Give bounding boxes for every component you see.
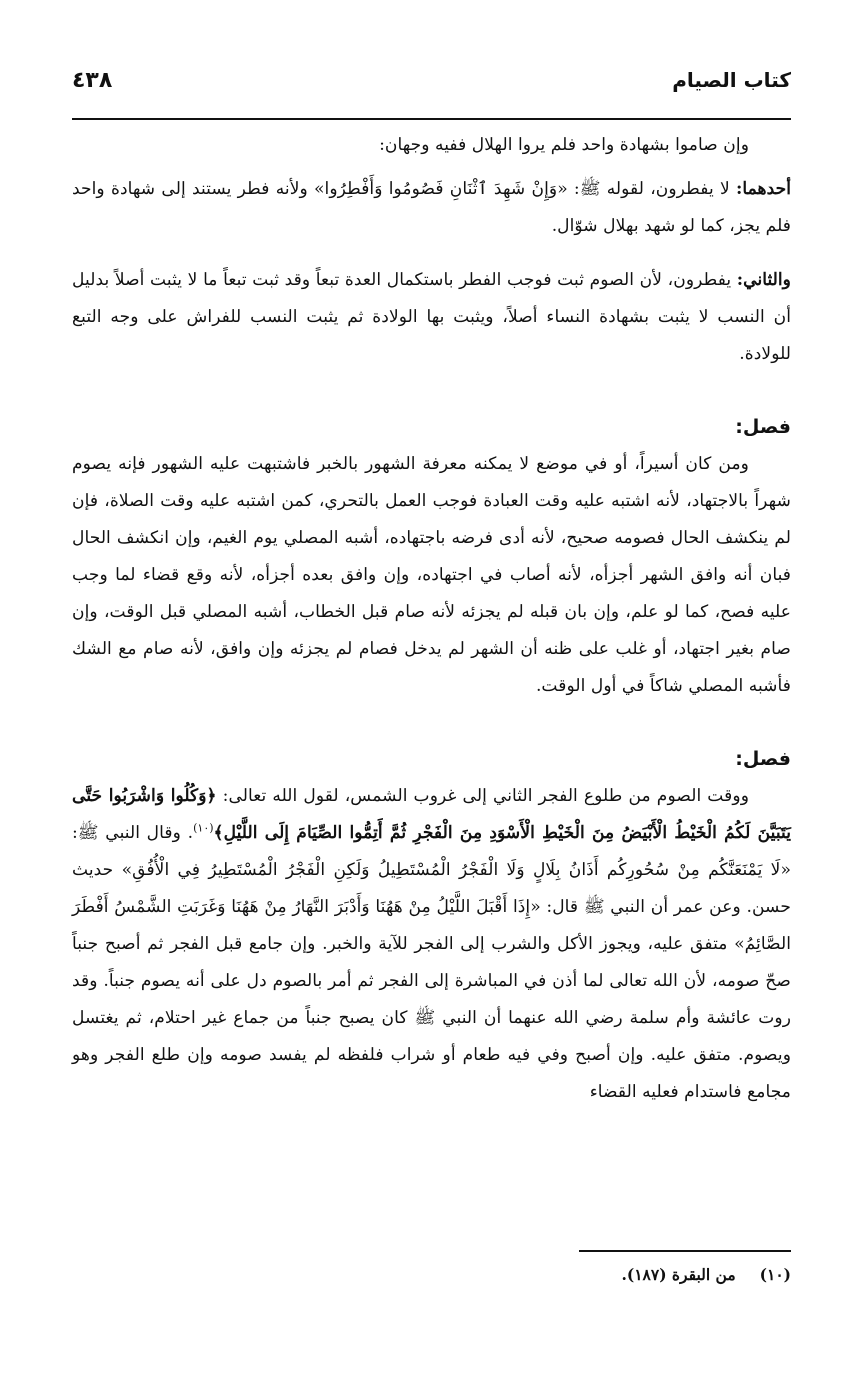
section-heading-2: فصل: xyxy=(735,748,791,770)
section-heading-1: فصل: xyxy=(735,416,791,438)
book-title: كتاب الصيام xyxy=(672,68,791,92)
section-2-paragraph xyxy=(72,778,791,1111)
quran-verse: ﴿وَكُلُوا وَاشْرَبُوا حَتَّى يَتَبَيَّنَ لَكُمُ الْخَيْطُ الْأَبْيَضُ مِنَ الْخَيْطِ الْأَسْوَدِ مِنَ الْفَجْرِ ثُمَّ أَتِمُّوا الصِّيَامَ إِلَى اللَّيْلِ﴾ xyxy=(72,786,792,843)
footnote-divider xyxy=(579,1250,791,1252)
header-divider xyxy=(72,118,791,120)
main-text xyxy=(72,127,791,1111)
first-view-label: أحدهما: xyxy=(735,179,791,199)
page-header xyxy=(72,58,791,102)
footnote-number: (١٠) xyxy=(759,1265,791,1284)
second-view-text: يفطرون، لأن الصوم ثبت فوجب الفطر باستكمال العدة تبعاً وقد ثبت تبعاً ما لا يثبت أصلاً بدليل أن النسب لا يثبت بشهادة النساء أصلاً، ويثبت بها الولادة ثم يثبت النسب للفراش على وجه التبع للولادة. xyxy=(72,270,791,364)
footnote xyxy=(72,1258,791,1292)
footnote-reference: (١٠) xyxy=(193,821,214,835)
section-1-paragraph: ومن كان أسيراً، أو في موضع لا يمكنه معرفة الشهور بالخبر فاشتبهت عليه الشهور فإنه يصوم شهراً بالاجتهاد، لأنه اشتبه عليه وقت العبادة فوجب العمل بالتحري، كمن اشتبه عليه وقت الصلاة، فإن لم ينكشف الحال فصومه صحيح، لأنه أدى فرضه باجتهاده، أشبه المصلي يوم الغيم، وإن انكشف الحال فبان أنه وافق الشهر أجزأه، لأنه أصاب في اجتهاده، وإن وافق بعده أجزأه، لأنه وقع قضاء لما وجب عليه فصح، كما لو علم، وإن بان قبله لم يجزئه لأنه صام قبل الخطاب، أشبه المصلي قبل الوقت، وإن صام بغير اجتهاد، أو غلب على ظنه أن الشهر لم يدخل فصام لم يجزئه وإن وافق، لأنه صام مع الشك فأشبه المصلي شاكاً في أول الوقت. xyxy=(72,454,791,696)
second-view-paragraph xyxy=(72,262,791,373)
section-2-text: . وقال النبي ﷺ: «لَا يَمْنَعَنَّكُم مِنْ سُحُورِكُم أَذَانُ بِلَالٍ وَلَا الْفَجْرُ الْمُسْتَطِيلُ وَلَكِنِ الْفَجْرُ الْمُسْتَطِيرُ فِي الْأُفُقِ» حديث حسن. وعن عمر أن النبي ﷺ قال: «إِذَا أَقْبَلَ اللَّيْلُ مِنْ هَهُنَا وَأَدْبَرَ النَّهَارُ مِنْ هَهُنَا وَغَرَبَتِ الشَّمْسُ أَفْطَرَ الصَّائِمُ» متفق عليه، ويجوز الأكل والشرب إلى الفجر للآية والخبر. وإن جامع قبل الفجر ثم أصبح جنباً صحّ صومه، لأن الله تعالى لما أذن في المباشرة إلى الفجر ثم أمر بالصوم دل على أنه يصوم جنباً. وقد روت عائشة وأم سلمة رضي الله عنهما أن النبي ﷺ كان يصبح جنباً من جماع غير احتلام، ثم يغتسل ويصوم. متفق عليه. وإن أصبح وفي فيه طعام أو شراب فلفظه لم يفسد صومه وإن طلع الفجر وهو مجامع فاستدام فعليه القضاء xyxy=(72,823,791,1102)
page-number: ٤٣٨ xyxy=(72,67,113,93)
first-view-text: لا يفطرون، لقوله ﷺ: «وَإِنْ شَهِدَ ٱثْنَانِ فَصُومُوا وَأَفْطِرُوا» ولأنه فطر يستند إلى شهادة واحد فلم يجز، كما لو شهد بهلال شوّال. xyxy=(72,179,791,236)
second-view-label: والثاني: xyxy=(736,270,791,290)
intro-paragraph: وإن صاموا بشهادة واحد فلم يروا الهلال ففيه وجهان: xyxy=(379,135,749,155)
first-view-paragraph xyxy=(72,171,791,245)
section-2-lead: ووقت الصوم من طلوع الفجر الثاني إلى غروب الشمس، لقول الله تعالى: xyxy=(216,786,750,806)
footnote-text: من البقرة (١٨٧). xyxy=(621,1265,736,1284)
